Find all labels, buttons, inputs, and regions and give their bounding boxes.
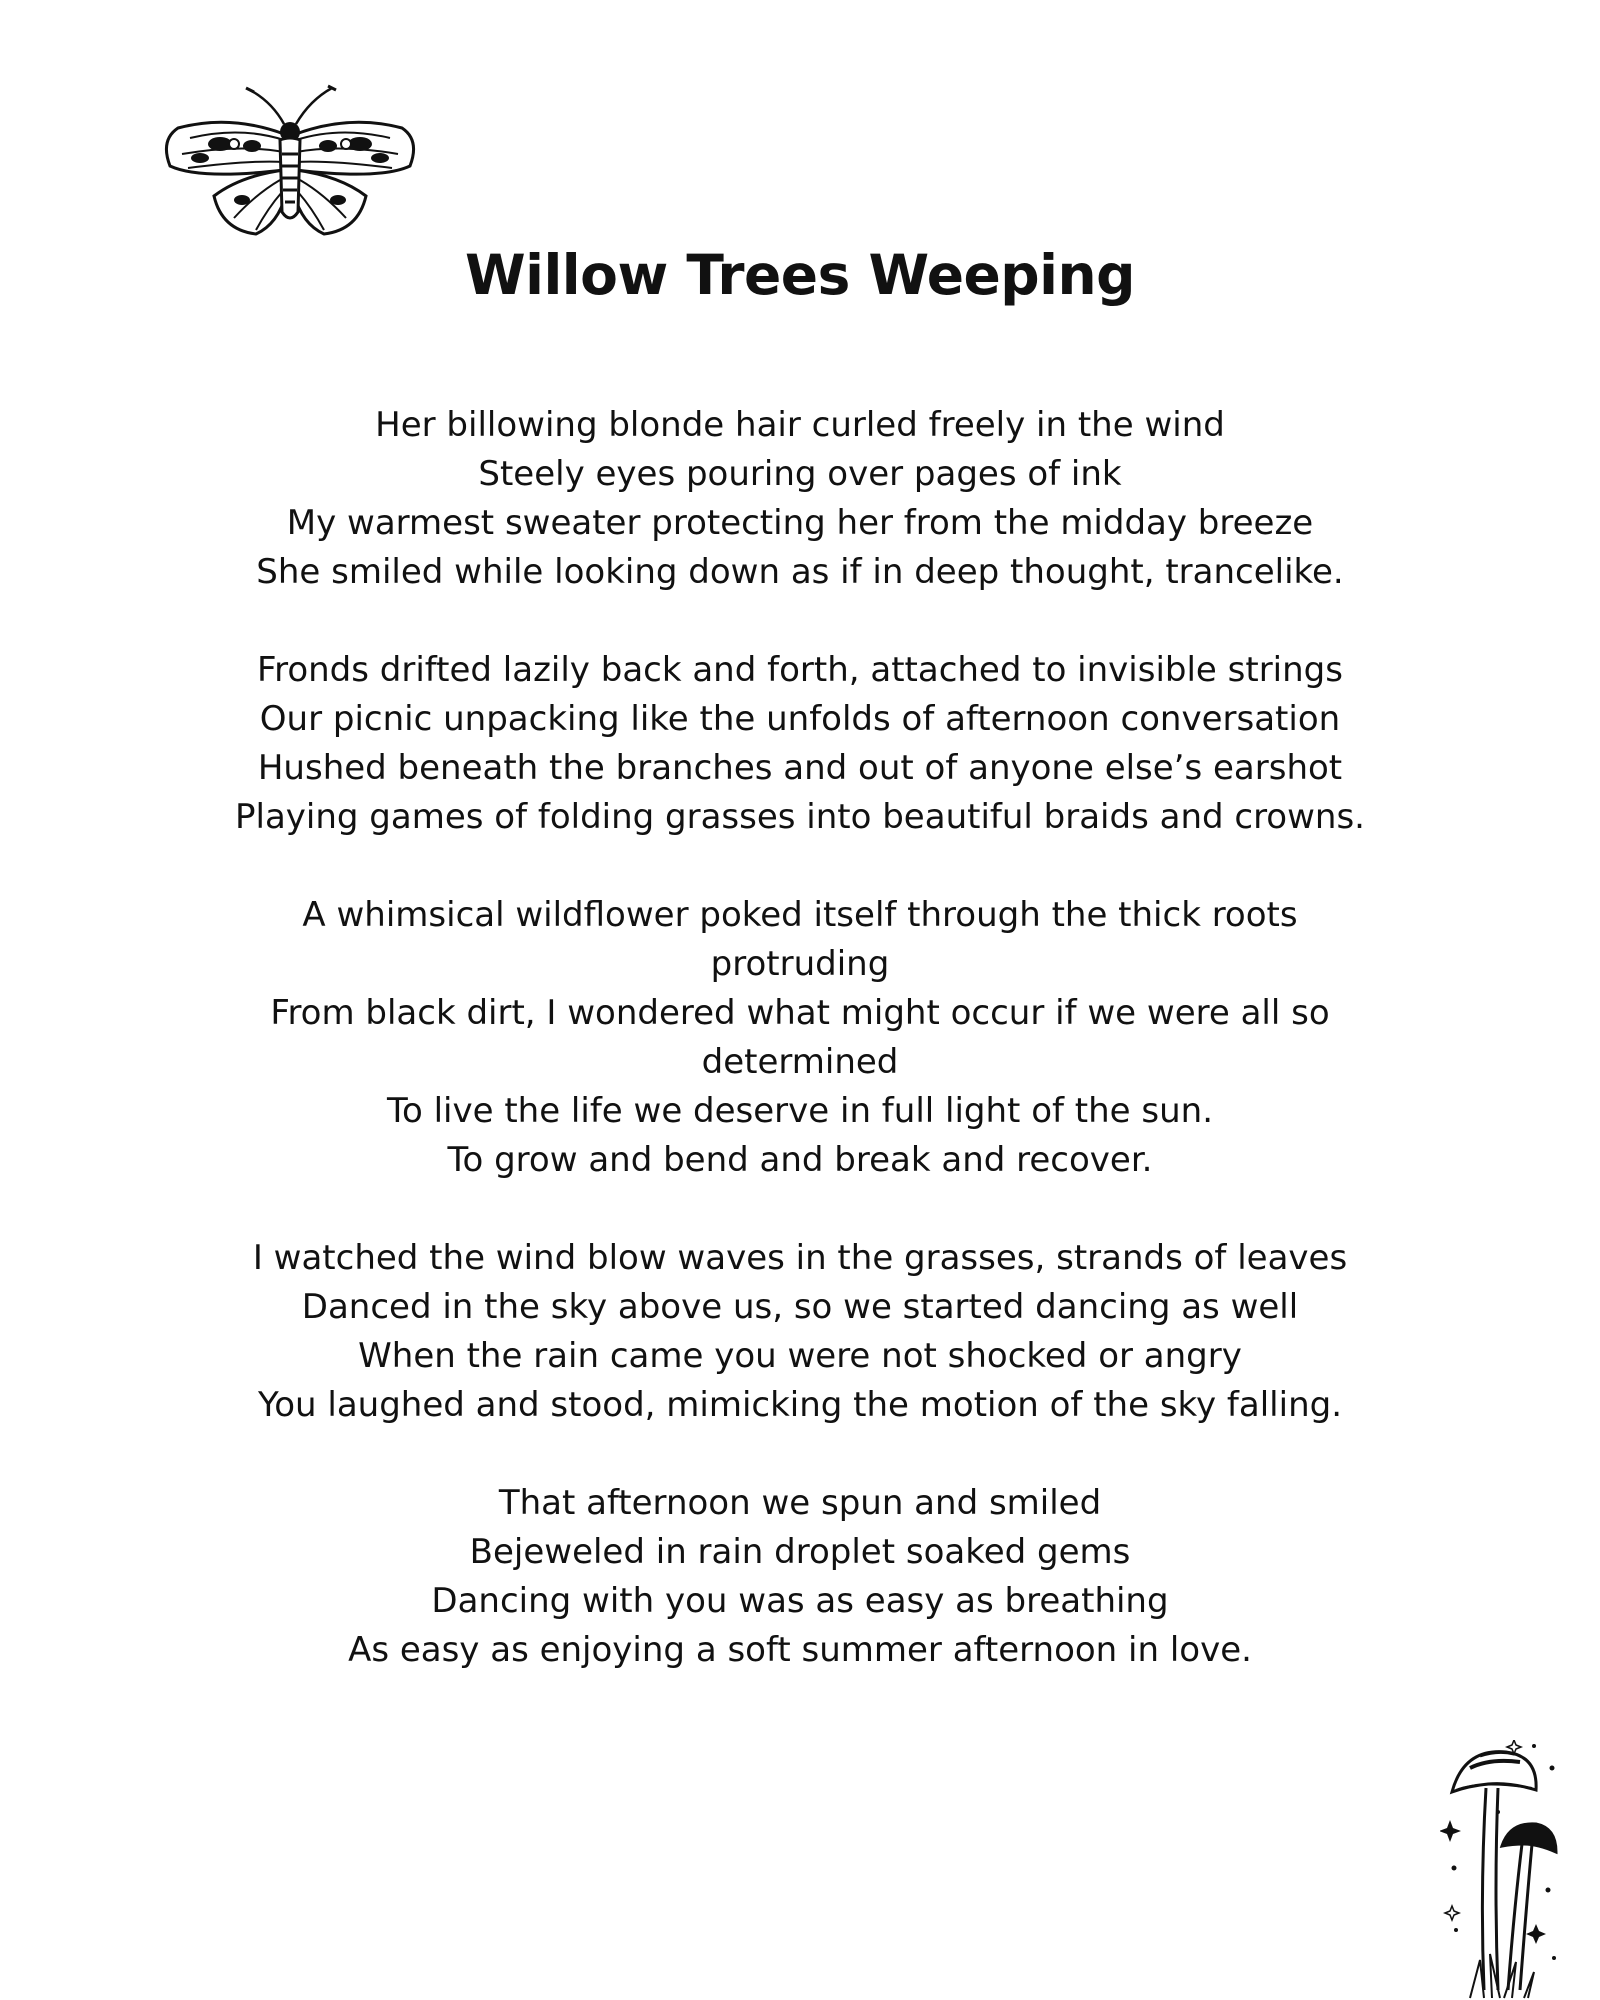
poem-line: As easy as enjoying a soft summer afternoon in love. bbox=[348, 1630, 1252, 1670]
poem-line: That afternoon we spun and smiled bbox=[498, 1483, 1102, 1523]
stanza bbox=[210, 401, 1390, 597]
poem-line: I watched the wind blow waves in the grasses, strands of leaves bbox=[252, 1238, 1348, 1278]
stanza bbox=[210, 891, 1390, 1185]
stanza bbox=[210, 646, 1390, 842]
stanza bbox=[210, 1479, 1390, 1675]
poem-line: Steely eyes pouring over pages of ink bbox=[478, 454, 1122, 494]
poem-title: Willow Trees Weeping bbox=[464, 243, 1136, 307]
moth-icon bbox=[160, 84, 420, 238]
poem-line: Bejeweled in rain droplet soaked gems bbox=[469, 1532, 1131, 1572]
poem-line: Danced in the sky above us, so we started dancing as well bbox=[301, 1287, 1299, 1327]
poem-line: To grow and bend and break and recover. bbox=[447, 1140, 1153, 1180]
poem-line: To live the life we deserve in full light of the sun. bbox=[386, 1091, 1213, 1131]
poem-line: Hushed beneath the branches and out of anyone else’s earshot bbox=[257, 748, 1343, 788]
poem-line: She smiled while looking down as if in deep thought, trancelike. bbox=[256, 552, 1344, 592]
poem-line: Fronds drifted lazily back and forth, attached to invisible strings bbox=[257, 650, 1343, 690]
poem-line: Dancing with you was as easy as breathing bbox=[431, 1581, 1169, 1621]
mushroom-icon bbox=[1440, 1740, 1570, 2000]
poem-line: When the rain came you were not shocked or angry bbox=[358, 1336, 1242, 1376]
poem-line: From black dirt, I wondered what might occur if we were all so determined bbox=[270, 993, 1330, 1082]
poem-line: You laughed and stood, mimicking the motion of the sky falling. bbox=[257, 1385, 1343, 1425]
stanza bbox=[210, 1234, 1390, 1430]
poem-line: Our picnic unpacking like the unfolds of afternoon conversation bbox=[259, 699, 1341, 739]
poem-body bbox=[210, 401, 1390, 1675]
poem-line: A whimsical wildflower poked itself through the thick roots protruding bbox=[302, 895, 1298, 984]
poem-line: Her billowing blonde hair curled freely in the wind bbox=[375, 405, 1225, 445]
poem-line: My warmest sweater protecting her from the midday breeze bbox=[286, 503, 1314, 543]
poem-line: Playing games of folding grasses into beautiful braids and crowns. bbox=[235, 797, 1365, 837]
